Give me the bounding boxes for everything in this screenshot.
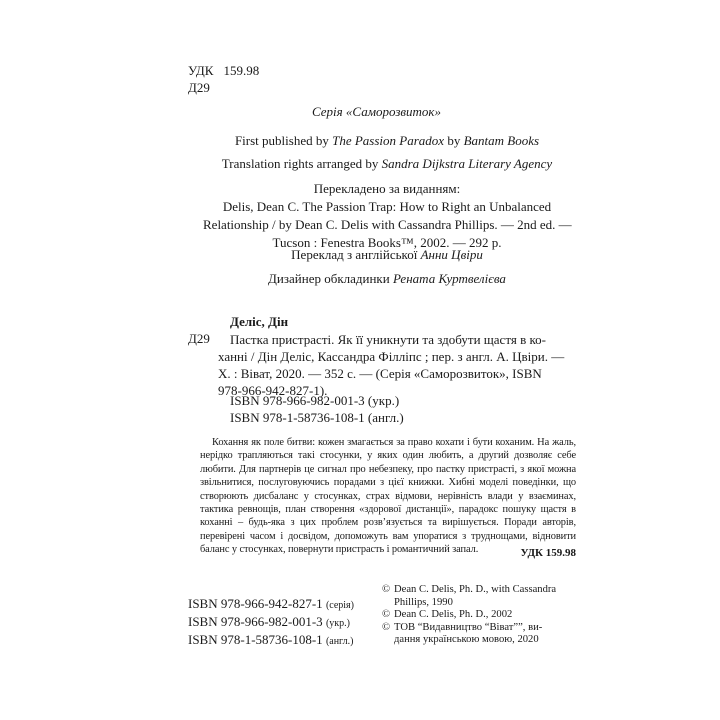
isbn-list bbox=[188, 596, 354, 650]
first-published-line bbox=[203, 132, 571, 150]
translator-line bbox=[203, 246, 571, 264]
catalog-cutter: Д29 bbox=[188, 331, 210, 346]
description-line: ханні / Дін Деліс, Кассандра Філліпс ; пер. з англ. А. Цвіри. — bbox=[218, 349, 565, 364]
copyright-symbol: © bbox=[382, 584, 391, 595]
translated-from-line: Delis, Dean C. The Passion Trap: How to Right an Unbalanced bbox=[222, 199, 552, 214]
translation-rights-prefix: Translation rights arranged by bbox=[221, 156, 382, 171]
translator-prefix: Переклад з англійської bbox=[291, 247, 421, 262]
copyright-symbol: © bbox=[382, 621, 391, 633]
copyright-symbol: © bbox=[382, 609, 391, 621]
copyright-line: Dean C. Delis, Ph. D., with Cassandra bbox=[394, 584, 557, 595]
translated-from-block bbox=[203, 180, 571, 252]
original-title: The Passion Paradox bbox=[332, 133, 445, 148]
description-line: 978-966-942-827-1). bbox=[218, 383, 328, 398]
udk-code: 159.98 bbox=[223, 63, 260, 78]
copyright-item bbox=[382, 584, 556, 609]
catalog-isbn: ISBN 978-1-58736-108-1 (англ.) bbox=[230, 410, 404, 425]
copyright-line: Phillips, 1990 bbox=[394, 596, 453, 608]
isbn-list-item bbox=[188, 632, 354, 650]
isbn-note: (англ.) bbox=[325, 636, 354, 647]
first-published-prefix: First published by bbox=[234, 133, 333, 148]
copyright-item bbox=[382, 622, 556, 647]
series-title: Серія «Саморозвиток» bbox=[312, 104, 442, 119]
catalog-isbn-block bbox=[230, 392, 404, 426]
description-line: Х. : Віват, 2020. — 352 с. — (Серія «Саморозвиток», ISBN bbox=[218, 366, 542, 381]
translated-from-line: Relationship / by Dean C. Delis with Cassandra Phillips. — 2nd ed. — bbox=[203, 217, 572, 232]
isbn-note: (укр.) bbox=[325, 618, 350, 629]
book-abstract: Кохання як поле битви: кожен змагається за право кохати і бути коханим. На жаль, нерідко трапляються такі стосунки, у яких один любить, а другий дозволяє себе любити. Для партнерів це сигнал про небезпеку, про пастку пристрасті, з якої можна звільнитися, послуговуючись порадами з цієї книжки. Хибні моделі поведінки, що створюють дисбаланс у стосунках, страх відмови, нерівність влади у взаєминах, тактика ревнощів, план створення «здорової дистанції», парадокс пошуку щастя в коханні – будь-яка з цих проблем розв’язується та вирішується. Поради авторів, перевірені часом і досвідом, допоможуть вам упоратися з труднощами, відновити баланс у стосунках, повернути пристрасть і романтичний запал. bbox=[200, 437, 576, 556]
description-line: Пастка пристрасті. Як її уникнути та здобути щастя в ко- bbox=[230, 332, 546, 347]
copyright-notices bbox=[382, 584, 556, 647]
isbn-number: ISBN 978-966-982-001-3 bbox=[188, 614, 323, 629]
translated-from-line: Tucson : Fenestra Books™, 2002. — 292 p. bbox=[272, 235, 502, 250]
translated-from-label: Перекладено за виданням: bbox=[313, 181, 461, 196]
copyright-line: ТОВ “Видавництво “Віват””, ви- bbox=[394, 621, 543, 633]
designer-line bbox=[203, 270, 571, 288]
udk-cutter: Д29 bbox=[188, 80, 210, 95]
copyright-line: дання українською мовою, 2020 bbox=[394, 634, 539, 646]
catalog-description bbox=[218, 331, 575, 399]
isbn-list-item bbox=[188, 614, 354, 632]
catalog-author: Деліс, Дін bbox=[230, 314, 289, 329]
isbn-number: ISBN 978-966-942-827-1 bbox=[188, 596, 323, 611]
udk-header bbox=[188, 62, 259, 96]
copyright-item bbox=[382, 609, 556, 622]
designer-prefix: Дизайнер обкладинки bbox=[268, 271, 393, 286]
translation-rights-line bbox=[203, 155, 571, 173]
isbn-list-item bbox=[188, 596, 354, 614]
translator-name: Анни Цвіри bbox=[420, 247, 483, 262]
copyright-line: Dean C. Delis, Ph. D., 2002 bbox=[394, 609, 513, 621]
udk-footer: УДК 159.98 bbox=[520, 547, 576, 559]
catalog-isbn: ISBN 978-966-982-001-3 (укр.) bbox=[230, 393, 400, 408]
isbn-note: (серія) bbox=[325, 600, 354, 611]
isbn-number: ISBN 978-1-58736-108-1 bbox=[188, 632, 323, 647]
original-publisher: Bantam Books bbox=[463, 133, 540, 148]
literary-agency: Sandra Dijkstra Literary Agency bbox=[381, 156, 553, 171]
designer-name: Рената Куртвелієва bbox=[392, 271, 506, 286]
udk-label: УДК bbox=[188, 63, 214, 78]
first-published-by: by bbox=[444, 133, 464, 148]
